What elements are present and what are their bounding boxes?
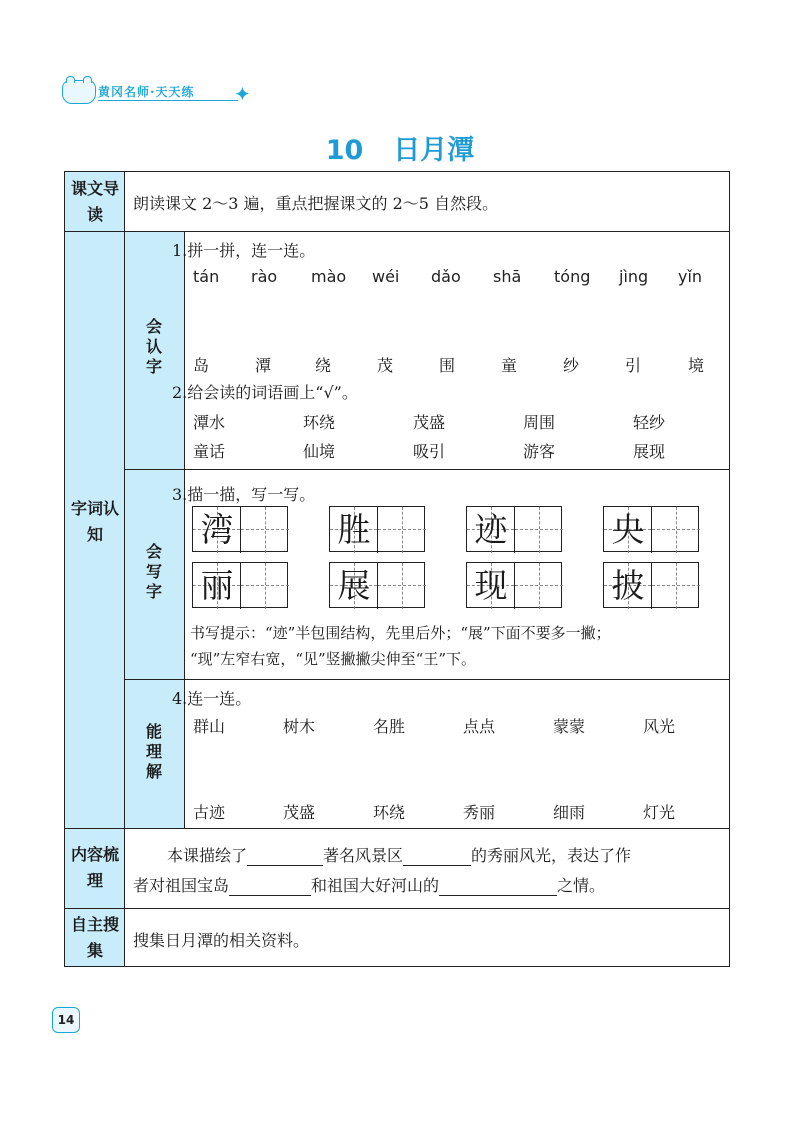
row-divider-3 xyxy=(124,679,729,680)
sublabel-huirenzi: 会认字 xyxy=(145,317,162,376)
model-character: 胜 xyxy=(337,510,371,549)
writing-box xyxy=(192,506,288,552)
match-word-top: 名胜 xyxy=(373,717,406,736)
match-top-row xyxy=(193,714,683,737)
word-item: 环绕 xyxy=(303,413,336,432)
lesson-name: 日月潭 xyxy=(393,135,475,166)
model-character: 披 xyxy=(611,566,645,605)
pinyin-item: shā xyxy=(493,267,522,286)
write-cell[interactable] xyxy=(378,507,426,553)
match-word-top: 风光 xyxy=(643,717,676,736)
match-word-bottom: 秀丽 xyxy=(463,803,496,822)
pinyin-item: tóng xyxy=(554,267,591,286)
blank-4[interactable] xyxy=(439,877,557,896)
bear-logo-icon xyxy=(62,80,96,104)
lesson-title xyxy=(0,128,800,167)
pinyin-item: jìng xyxy=(619,267,649,286)
section-label-neirong: 内容梳理 xyxy=(71,845,120,890)
word-item: 吸引 xyxy=(413,442,446,461)
pinyin-item: tán xyxy=(193,267,220,286)
character-item: 境 xyxy=(688,356,705,375)
page-number: 14 xyxy=(52,1007,80,1033)
match-word-bottom: 细雨 xyxy=(553,803,586,822)
model-character: 丽 xyxy=(200,566,234,605)
write-cell[interactable] xyxy=(515,507,563,553)
section-label-zizhu: 自主搜集 xyxy=(71,915,120,960)
character-item: 茂 xyxy=(377,356,394,375)
pinyin-item: rào xyxy=(251,267,278,286)
brand-header xyxy=(62,78,252,108)
blank-2[interactable] xyxy=(403,847,471,866)
word-item: 潭水 xyxy=(193,413,226,432)
row-divider-1 xyxy=(65,231,729,232)
model-character: 央 xyxy=(611,510,645,549)
section-label-zici: 字词认知 xyxy=(71,499,120,544)
write-cell[interactable] xyxy=(378,563,426,609)
question-3: 3.描一描，写一写。 xyxy=(172,485,316,504)
writing-box xyxy=(466,506,562,552)
writing-box xyxy=(603,562,699,608)
question-2: 2.给会读的词语画上“√”。 xyxy=(172,383,358,402)
sublabel-huixiezi: 会写字 xyxy=(145,542,162,601)
word-item: 仙境 xyxy=(303,442,336,461)
pinyin-item: dǎo xyxy=(431,267,461,286)
character-item: 绕 xyxy=(315,356,332,375)
write-cell[interactable] xyxy=(241,507,289,553)
model-character: 展 xyxy=(337,566,371,605)
sublabel-nenglijie: 能理解 xyxy=(145,722,162,781)
pinyin-item: mào xyxy=(311,267,347,286)
word-item: 游客 xyxy=(523,442,556,461)
blank-1[interactable] xyxy=(247,847,323,866)
pinyin-item: wéi xyxy=(372,267,400,286)
zizhu-text: 搜集日月潭的相关资料。 xyxy=(133,931,310,950)
row-divider-2 xyxy=(124,469,729,470)
character-item: 童 xyxy=(501,356,518,375)
match-bottom-row xyxy=(193,800,683,823)
question-1: 1.拼一拼，连一连。 xyxy=(172,241,316,260)
brand-label: 黄冈名师·天天练 xyxy=(98,85,195,99)
match-word-top: 点点 xyxy=(463,717,496,736)
question-4: 4.连一连。 xyxy=(172,689,252,708)
section-label-kewen: 课文导读 xyxy=(71,179,120,224)
character-item: 围 xyxy=(439,356,456,375)
words-row-1 xyxy=(193,410,743,433)
character-item: 潭 xyxy=(255,356,272,375)
row-divider-5 xyxy=(65,908,729,909)
neirong-line-2: 者对祖国宝岛 和祖国大好河山的 之情。 xyxy=(133,876,606,895)
writing-box xyxy=(603,506,699,552)
row-divider-4 xyxy=(65,828,729,829)
writing-box xyxy=(329,506,425,552)
pinyin-row xyxy=(193,267,708,286)
writing-tip-1: 书写提示：“迹”半包围结构，先里后外；“展”下面不要多一撇； xyxy=(190,624,611,642)
match-word-bottom: 茂盛 xyxy=(283,803,316,822)
lesson-number: 10 xyxy=(325,135,364,166)
character-item: 岛 xyxy=(193,356,210,375)
match-word-top: 树木 xyxy=(283,717,316,736)
neirong-line-1: 本课描绘了 著名风景区 的秀丽风光，表达了作 xyxy=(167,846,632,865)
word-item: 茂盛 xyxy=(413,413,446,432)
word-item: 轻纱 xyxy=(633,413,666,432)
model-character: 湾 xyxy=(200,510,234,549)
character-item: 引 xyxy=(625,356,642,375)
character-row xyxy=(193,353,708,376)
writing-box xyxy=(329,562,425,608)
writing-box xyxy=(466,562,562,608)
word-item: 童话 xyxy=(193,442,226,461)
match-word-bottom: 环绕 xyxy=(373,803,406,822)
match-word-top: 群山 xyxy=(193,717,226,736)
model-character: 迹 xyxy=(474,510,508,549)
blank-3[interactable] xyxy=(229,877,311,896)
pinyin-item: yǐn xyxy=(678,267,703,286)
write-cell[interactable] xyxy=(652,507,700,553)
word-item: 展现 xyxy=(633,442,666,461)
write-cell[interactable] xyxy=(652,563,700,609)
character-item: 纱 xyxy=(563,356,580,375)
brand-underline xyxy=(98,100,238,101)
write-cell[interactable] xyxy=(515,563,563,609)
kewen-text: 朗读课文 2～3 遍，重点把握课文的 2～5 自然段。 xyxy=(133,194,499,213)
writing-tip-2: “现”左窄右宽，“见”竖撇撇尖伸至“王”下。 xyxy=(190,650,477,668)
writing-box xyxy=(192,562,288,608)
match-word-bottom: 古迹 xyxy=(193,803,226,822)
word-item: 周围 xyxy=(523,413,556,432)
sparkle-icon: ✦ xyxy=(234,82,251,106)
col-divider-2 xyxy=(184,231,185,828)
match-word-top: 蒙蒙 xyxy=(553,717,586,736)
col-divider-1 xyxy=(124,172,125,966)
words-row-2 xyxy=(193,439,743,462)
model-character: 现 xyxy=(474,566,508,605)
write-cell[interactable] xyxy=(241,563,289,609)
match-word-bottom: 灯光 xyxy=(643,803,676,822)
